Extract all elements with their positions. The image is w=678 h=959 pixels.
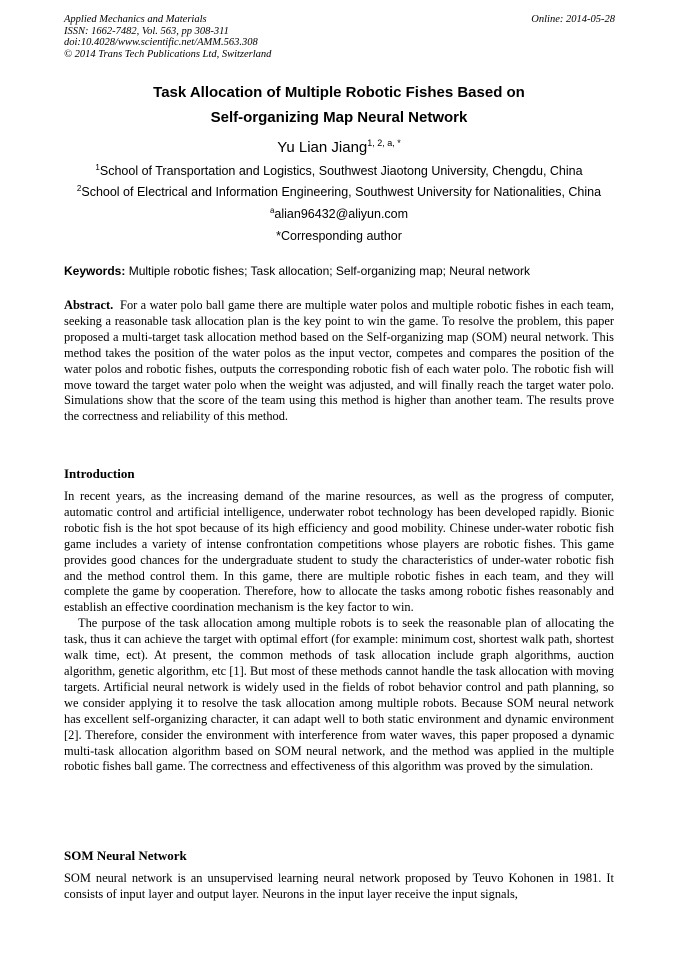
- corresponding-author: *Corresponding author: [276, 229, 402, 243]
- online-date: Online: 2014-05-28: [531, 14, 615, 25]
- som-paragraph-1: SOM neural network is an unsupervised learning neural network proposed by Teuvo Kohonen in 1981. It consists of input layer and output layer. Neurons in the input layer receive the input signals,: [64, 871, 614, 901]
- author-line: [0, 138, 678, 158]
- email-mark: a: [269, 206, 275, 215]
- keywords-label: Keywords:: [64, 264, 126, 278]
- abstract-text: For a water polo ball game there are multiple water polos and multiple robotic fishes in each team, seeking a reasonable task allocation plan is the key point to win the game. To resolve the problem, this paper proposed a multi-target task allocation method based on the Self-organizing map (SOM) neural network. This method takes the position of the water polos as the input vector, competes and compares the position of the water polos and robotic fishes, outputs the corresponding robotic fish of each water polo. The robotic fish will move toward the target water polo when the weight was adjusted, and will finally reach the target water polo. Simulations show that the score of the team using this method is higher than another team. The results prove the correctness and reliability of this method.: [64, 298, 614, 424]
- affiliation-2-mark: 2: [76, 184, 82, 193]
- abstract-label: Abstract.: [64, 298, 114, 312]
- affiliation-1: [0, 163, 678, 179]
- affiliation-2-text: School of Electrical and Information Engineering, Southwest University for Nationalities, China: [81, 185, 602, 199]
- copyright-line: © 2014 Trans Tech Publications Ltd, Switzerland: [64, 48, 272, 60]
- affiliation-1-mark: 1: [95, 163, 100, 172]
- title-line-2: Self-organizing Map Neural Network: [210, 109, 468, 126]
- affiliation-1-text: School of Transportation and Logistics, Southwest Jiaotong University, Chengdu, China: [99, 164, 583, 178]
- som-body: [64, 871, 614, 903]
- author-email: [0, 206, 678, 222]
- introduction-body: [64, 489, 614, 775]
- introduction-paragraph-2: The purpose of the task allocation among multiple robots is to seek the reasonable plan of allocating the task, thus it can achieve the target with optimal effort (for example: minimum cost, shortest walk path, shortest walk time, ect). At present, the common methods of task allocation include graph algorithms, auction algorithm, genetic algorithm, etc [1]. But most of these methods cannot handle the task allocation with moving targets. Artificial neural network is widely used in the fields of robot behavior control and path planning, so we consider applying it to resolve the task allocation among multiple robots. Because SOM neural network has excellent self-organizing character, it can adapt well to both static environment and dynamic environment [2]. Therefore, consider the environment with interference from water waves, this paper proposed a dynamic multi-task allocation algorithm based on SOM neural network, and the method was applied in the multiple robotic fishes ball game. The correctness and effectiveness of this algorithm was proved by the simulation.: [64, 616, 614, 774]
- title-line-1: Task Allocation of Multiple Robotic Fishes Based on: [153, 84, 525, 101]
- email-text: alian96432@aliyun.com: [274, 207, 409, 221]
- paper-title: [0, 80, 678, 130]
- som-heading: SOM Neural Network: [64, 848, 187, 863]
- abstract: [64, 298, 614, 425]
- introduction-heading: Introduction: [64, 466, 135, 481]
- issn-line: ISSN: 1662-7482, Vol. 563, pp 308-311: [64, 25, 229, 37]
- introduction-paragraph-1: In recent years, as the increasing demand of the marine resources, as well as the progress of computer, automatic control and artificial intelligence, underwater robot technology has been developed rapidly. Bionic robotic fish is the hot spot because of its high efficiency and good mobility. Chinese under-water robotic fish game includes a variety of intense confrontation competitions whose players are robotic fishes. This game provides good chances for the undergraduate student to study the characteristics of under-water robotic fish and the method control them. In this game, there are multiple robotic fishes in each team, and they will complete the game by cooperation. Therefore, how to allocate the tasks among robotic fishes reasonably and establish an effective coordination mechanism is the key factor to win.: [64, 489, 614, 615]
- affiliation-2: [0, 184, 678, 200]
- journal-name: Applied Mechanics and Materials: [64, 14, 207, 25]
- author-name: Yu Lian Jiang: [277, 139, 368, 156]
- journal-header: [64, 14, 271, 60]
- author-marks: 1, 2, a, *: [367, 138, 401, 148]
- keywords-text: Multiple robotic fishes; Task allocation; Self-organizing map; Neural network: [125, 264, 530, 278]
- doi-line: doi:10.4028/www.scientific.net/AMM.563.308: [64, 37, 258, 48]
- keywords: [64, 264, 614, 279]
